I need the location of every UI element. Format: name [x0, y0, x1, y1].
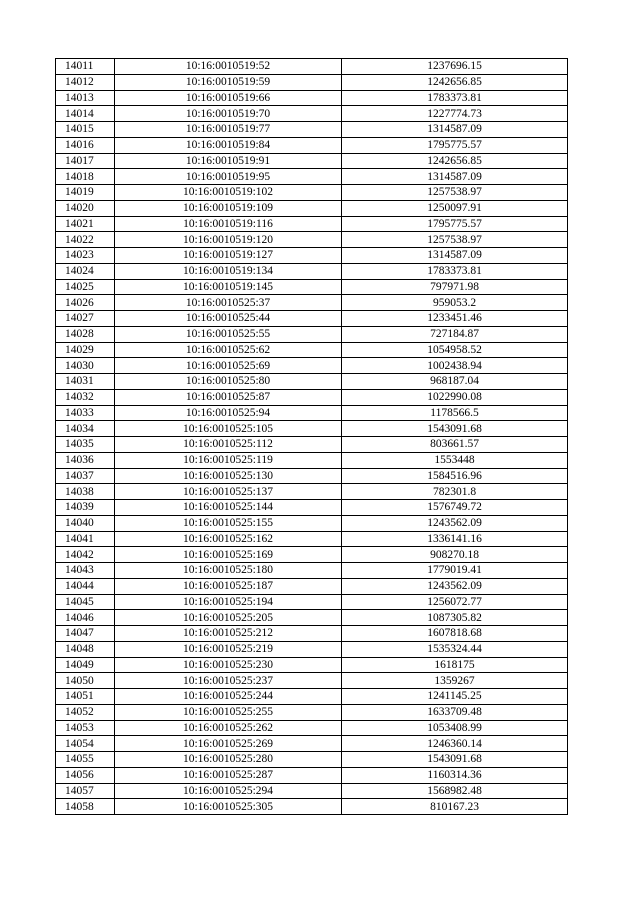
value-cell: 1250097.91	[342, 200, 568, 216]
table-row	[56, 437, 568, 453]
value-cell: 1543091.68	[342, 421, 568, 437]
table-row	[56, 578, 568, 594]
cadastral-number-cell: 10:16:0010525:262	[115, 720, 342, 736]
data-table	[55, 58, 568, 815]
row-id-cell: 14057	[56, 783, 115, 799]
table-row	[56, 311, 568, 327]
value-cell: 797971.98	[342, 279, 568, 295]
table-row	[56, 547, 568, 563]
table-row	[56, 200, 568, 216]
table-row	[56, 326, 568, 342]
value-cell: 1584516.96	[342, 468, 568, 484]
table-row	[56, 169, 568, 185]
table-row	[56, 767, 568, 783]
row-id-cell: 14055	[56, 752, 115, 768]
cadastral-number-cell: 10:16:0010519:134	[115, 263, 342, 279]
row-id-cell: 14046	[56, 610, 115, 626]
cadastral-number-cell: 10:16:0010525:130	[115, 468, 342, 484]
cadastral-number-cell: 10:16:0010525:155	[115, 515, 342, 531]
row-id-cell: 14023	[56, 248, 115, 264]
value-cell: 908270.18	[342, 547, 568, 563]
row-id-cell: 14038	[56, 484, 115, 500]
cadastral-number-cell: 10:16:0010519:52	[115, 59, 342, 75]
cadastral-number-cell: 10:16:0010525:230	[115, 657, 342, 673]
table-row	[56, 484, 568, 500]
table-row	[56, 279, 568, 295]
table-row	[56, 704, 568, 720]
cadastral-number-cell: 10:16:0010525:119	[115, 452, 342, 468]
table-row	[56, 515, 568, 531]
table-row	[56, 452, 568, 468]
cadastral-number-cell: 10:16:0010525:280	[115, 752, 342, 768]
row-id-cell: 14027	[56, 311, 115, 327]
value-cell: 782301.8	[342, 484, 568, 500]
row-id-cell: 14039	[56, 500, 115, 516]
row-id-cell: 14019	[56, 185, 115, 201]
table-row	[56, 720, 568, 736]
value-cell: 1779019.41	[342, 563, 568, 579]
table-row	[56, 295, 568, 311]
cadastral-number-cell: 10:16:0010519:70	[115, 106, 342, 122]
value-cell: 1054958.52	[342, 342, 568, 358]
row-id-cell: 14050	[56, 673, 115, 689]
value-cell: 1237696.15	[342, 59, 568, 75]
value-cell: 803661.57	[342, 437, 568, 453]
cadastral-number-cell: 10:16:0010519:116	[115, 216, 342, 232]
value-cell: 1178566.5	[342, 405, 568, 421]
table-row	[56, 500, 568, 516]
cadastral-number-cell: 10:16:0010519:120	[115, 232, 342, 248]
value-cell: 1256072.77	[342, 594, 568, 610]
value-cell: 1246360.14	[342, 736, 568, 752]
row-id-cell: 14031	[56, 374, 115, 390]
row-id-cell: 14041	[56, 531, 115, 547]
row-id-cell: 14048	[56, 641, 115, 657]
table-row	[56, 358, 568, 374]
value-cell: 1002438.94	[342, 358, 568, 374]
table-row	[56, 263, 568, 279]
row-id-cell: 14036	[56, 452, 115, 468]
cadastral-number-cell: 10:16:0010525:237	[115, 673, 342, 689]
row-id-cell: 14047	[56, 626, 115, 642]
cadastral-number-cell: 10:16:0010525:244	[115, 689, 342, 705]
cadastral-number-cell: 10:16:0010525:219	[115, 641, 342, 657]
row-id-cell: 14021	[56, 216, 115, 232]
row-id-cell: 14035	[56, 437, 115, 453]
table-row	[56, 673, 568, 689]
table-row	[56, 468, 568, 484]
table-row	[56, 657, 568, 673]
cadastral-number-cell: 10:16:0010525:87	[115, 389, 342, 405]
row-id-cell: 14013	[56, 90, 115, 106]
cadastral-number-cell: 10:16:0010525:37	[115, 295, 342, 311]
value-cell: 1618175	[342, 657, 568, 673]
cadastral-number-cell: 10:16:0010525:105	[115, 421, 342, 437]
value-cell: 1607818.68	[342, 626, 568, 642]
row-id-cell: 14026	[56, 295, 115, 311]
cadastral-number-cell: 10:16:0010525:294	[115, 783, 342, 799]
cadastral-number-cell: 10:16:0010525:62	[115, 342, 342, 358]
table-row	[56, 74, 568, 90]
row-id-cell: 14054	[56, 736, 115, 752]
table-row	[56, 783, 568, 799]
value-cell: 1243562.09	[342, 578, 568, 594]
value-cell: 1535324.44	[342, 641, 568, 657]
cadastral-number-cell: 10:16:0010525:205	[115, 610, 342, 626]
row-id-cell: 14029	[56, 342, 115, 358]
value-cell: 1241145.25	[342, 689, 568, 705]
table-row	[56, 531, 568, 547]
table-row	[56, 610, 568, 626]
row-id-cell: 14022	[56, 232, 115, 248]
cadastral-number-cell: 10:16:0010525:169	[115, 547, 342, 563]
table-row	[56, 421, 568, 437]
value-cell: 1242656.85	[342, 153, 568, 169]
value-cell: 1243562.09	[342, 515, 568, 531]
value-cell: 959053.2	[342, 295, 568, 311]
value-cell: 1160314.36	[342, 767, 568, 783]
value-cell: 1543091.68	[342, 752, 568, 768]
value-cell: 1336141.16	[342, 531, 568, 547]
table-row	[56, 137, 568, 153]
cadastral-number-cell: 10:16:0010525:162	[115, 531, 342, 547]
cadastral-number-cell: 10:16:0010525:80	[115, 374, 342, 390]
cadastral-number-cell: 10:16:0010525:194	[115, 594, 342, 610]
value-cell: 1783373.81	[342, 90, 568, 106]
row-id-cell: 14025	[56, 279, 115, 295]
cadastral-number-cell: 10:16:0010519:77	[115, 122, 342, 138]
table-row	[56, 106, 568, 122]
table-row	[56, 90, 568, 106]
row-id-cell: 14017	[56, 153, 115, 169]
cadastral-number-cell: 10:16:0010519:109	[115, 200, 342, 216]
row-id-cell: 14028	[56, 326, 115, 342]
table-body	[56, 59, 568, 815]
table-row	[56, 216, 568, 232]
cadastral-number-cell: 10:16:0010519:84	[115, 137, 342, 153]
value-cell: 1257538.97	[342, 232, 568, 248]
value-cell: 1053408.99	[342, 720, 568, 736]
row-id-cell: 14034	[56, 421, 115, 437]
value-cell: 968187.04	[342, 374, 568, 390]
value-cell: 1633709.48	[342, 704, 568, 720]
row-id-cell: 14045	[56, 594, 115, 610]
cadastral-number-cell: 10:16:0010525:269	[115, 736, 342, 752]
table-row	[56, 799, 568, 815]
value-cell: 1233451.46	[342, 311, 568, 327]
table-row	[56, 122, 568, 138]
cadastral-number-cell: 10:16:0010525:137	[115, 484, 342, 500]
row-id-cell: 14051	[56, 689, 115, 705]
cadastral-number-cell: 10:16:0010519:91	[115, 153, 342, 169]
cadastral-number-cell: 10:16:0010525:112	[115, 437, 342, 453]
row-id-cell: 14014	[56, 106, 115, 122]
value-cell: 1795775.57	[342, 216, 568, 232]
table-row	[56, 641, 568, 657]
cadastral-number-cell: 10:16:0010525:255	[115, 704, 342, 720]
row-id-cell: 14044	[56, 578, 115, 594]
value-cell: 1783373.81	[342, 263, 568, 279]
value-cell: 1087305.82	[342, 610, 568, 626]
cadastral-number-cell: 10:16:0010525:94	[115, 405, 342, 421]
cadastral-number-cell: 10:16:0010525:44	[115, 311, 342, 327]
value-cell: 1242656.85	[342, 74, 568, 90]
table-row	[56, 59, 568, 75]
row-id-cell: 14056	[56, 767, 115, 783]
value-cell: 1576749.72	[342, 500, 568, 516]
value-cell: 1314587.09	[342, 122, 568, 138]
row-id-cell: 14049	[56, 657, 115, 673]
table-row	[56, 389, 568, 405]
table-row	[56, 689, 568, 705]
table-row	[56, 563, 568, 579]
value-cell: 1795775.57	[342, 137, 568, 153]
row-id-cell: 14020	[56, 200, 115, 216]
table-row	[56, 374, 568, 390]
cadastral-number-cell: 10:16:0010525:180	[115, 563, 342, 579]
table-row	[56, 752, 568, 768]
row-id-cell: 14024	[56, 263, 115, 279]
table-row	[56, 405, 568, 421]
cadastral-number-cell: 10:16:0010519:145	[115, 279, 342, 295]
cadastral-number-cell: 10:16:0010519:66	[115, 90, 342, 106]
cadastral-number-cell: 10:16:0010519:127	[115, 248, 342, 264]
row-id-cell: 14032	[56, 389, 115, 405]
row-id-cell: 14037	[56, 468, 115, 484]
value-cell: 810167.23	[342, 799, 568, 815]
value-cell: 1314587.09	[342, 248, 568, 264]
row-id-cell: 14030	[56, 358, 115, 374]
value-cell: 1568982.48	[342, 783, 568, 799]
row-id-cell: 14033	[56, 405, 115, 421]
table-row	[56, 232, 568, 248]
value-cell: 1022990.08	[342, 389, 568, 405]
cadastral-number-cell: 10:16:0010525:69	[115, 358, 342, 374]
table-row	[56, 342, 568, 358]
value-cell: 1257538.97	[342, 185, 568, 201]
table-row	[56, 153, 568, 169]
table-row	[56, 248, 568, 264]
cadastral-number-cell: 10:16:0010525:305	[115, 799, 342, 815]
row-id-cell: 14016	[56, 137, 115, 153]
table-row	[56, 736, 568, 752]
row-id-cell: 14042	[56, 547, 115, 563]
table-row	[56, 626, 568, 642]
cadastral-number-cell: 10:16:0010525:212	[115, 626, 342, 642]
value-cell: 1553448	[342, 452, 568, 468]
cadastral-number-cell: 10:16:0010525:187	[115, 578, 342, 594]
row-id-cell: 14015	[56, 122, 115, 138]
cadastral-number-cell: 10:16:0010525:287	[115, 767, 342, 783]
value-cell: 1314587.09	[342, 169, 568, 185]
row-id-cell: 14011	[56, 59, 115, 75]
cadastral-number-cell: 10:16:0010519:59	[115, 74, 342, 90]
table-row	[56, 185, 568, 201]
cadastral-number-cell: 10:16:0010525:144	[115, 500, 342, 516]
value-cell: 1359267	[342, 673, 568, 689]
cadastral-number-cell: 10:16:0010519:95	[115, 169, 342, 185]
table-row	[56, 594, 568, 610]
value-cell: 727184.87	[342, 326, 568, 342]
row-id-cell: 14058	[56, 799, 115, 815]
row-id-cell: 14012	[56, 74, 115, 90]
row-id-cell: 14018	[56, 169, 115, 185]
value-cell: 1227774.73	[342, 106, 568, 122]
cadastral-number-cell: 10:16:0010525:55	[115, 326, 342, 342]
row-id-cell: 14053	[56, 720, 115, 736]
row-id-cell: 14052	[56, 704, 115, 720]
row-id-cell: 14043	[56, 563, 115, 579]
row-id-cell: 14040	[56, 515, 115, 531]
cadastral-number-cell: 10:16:0010519:102	[115, 185, 342, 201]
